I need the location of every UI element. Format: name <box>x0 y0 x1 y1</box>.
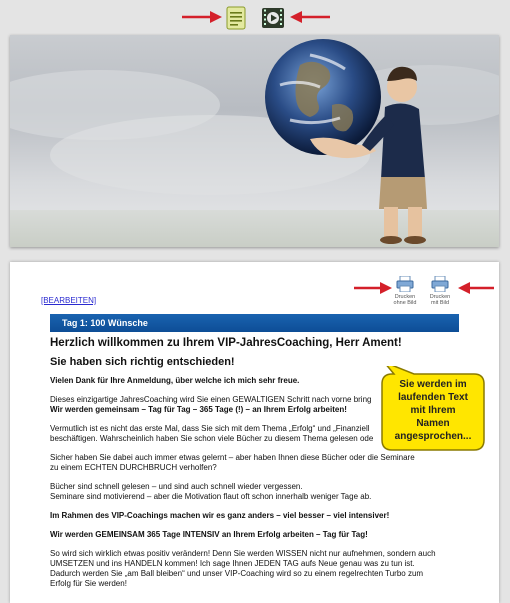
decision-subheading: Sie haben sich richtig entschieden! <box>50 356 235 368</box>
printer-icon <box>431 276 449 292</box>
paragraph-books-line2: zu einem ECHTEN DURCHBRUCH verholfen? <box>50 463 217 472</box>
paragraph-seminars-line1: Bücher sind schnell gelesen – und sind auch schnell wieder vergessen. <box>50 482 303 491</box>
paragraph-vip-different: Im Rahmen des VIP-Coachings machen wir es ganz anders – viel besser – viel intensiver! <box>50 511 390 520</box>
globe-icon <box>265 39 381 155</box>
hero-banner-image <box>10 35 499 247</box>
paragraph-topic-line1: Vermutlich ist es nicht das erste Mal, dass Sie sich mit dem Thema „Erfolg“ und „Finanziell <box>50 424 370 433</box>
printer-icon <box>396 276 414 292</box>
paragraph-together: Wir werden GEMEINSAM 365 Tage INTENSIV an Ihrem Erfolg arbeiten – Tag für Tag! <box>50 530 368 539</box>
paragraph-change <box>50 549 470 589</box>
day-title-bar: Tag 1: 100 Wünsche <box>50 314 459 332</box>
arrow-left-icon <box>288 10 332 24</box>
callout-line5: angesprochen... <box>394 431 472 442</box>
arrow-left-icon <box>456 282 496 294</box>
paragraph-change-line3: Dadurch werden Sie „am Ball bleiben“ und unser VIP-Coaching wird so zu einem regelrechten Turbo zum <box>50 569 424 578</box>
paragraph-seminars-line2: Seminare sind motivierend – aber die Motivation flaut oft schon innerhalb weniger Tage ab. <box>50 492 372 501</box>
print-without-image-line2: ohne Bild <box>393 300 417 306</box>
print-with-image-line1: Drucken <box>429 294 451 300</box>
video-play-icon[interactable] <box>261 6 285 30</box>
arrow-right-icon <box>180 10 224 24</box>
paragraph-books-line1: Sicher haben Sie dabei auch immer etwas gelernt – aber haben Ihnen diese Bücher oder die Seminare <box>50 453 415 462</box>
document-icon[interactable] <box>226 6 246 30</box>
paragraph-thanks: Vielen Dank für Ihre Anmeldung, über welche ich mich sehr freue. <box>50 376 300 385</box>
edit-link[interactable]: [BEARBEITEN] <box>41 296 97 305</box>
paragraph-topic-line2: beschäftigen. Wahrscheinlich haben Sie schon viele Bücher zu diesem Thema gelesen ode <box>50 434 374 443</box>
paragraph-seminars <box>50 482 470 502</box>
paragraph-change-line4: Erfolg für Sie werden! <box>50 579 127 588</box>
callout-line1: Sie werden im <box>399 379 467 390</box>
welcome-heading: Herzlich willkommen zu Ihrem VIP-JahresCoaching, Herr Ament! <box>50 337 402 349</box>
paragraph-change-line1: So wird sich wirklich etwas positiv verändern! Denn Sie werden WISSEN nicht nur aufnehmen, sondern auch <box>50 549 436 558</box>
top-toolbar <box>0 4 510 32</box>
callout-line4: Namen <box>416 418 450 429</box>
callout-line3: mit Ihrem <box>410 405 456 416</box>
callout-text <box>384 378 482 443</box>
paragraph-change-line2: UMSETZEN und ins HANDELN kommen! Ich sage Ihnen JEDEN TAG aufs Neue genau was zu tun ist. <box>50 559 415 568</box>
print-without-image-line1: Drucken <box>394 294 416 300</box>
paragraph-coaching-line1: Dieses einzigartige JahresCoaching wird Sie einen GEWALTIGEN Schritt nach vorne bring <box>50 395 372 404</box>
paragraph-coaching-line2: Wir werden gemeinsam – Tag für Tag – 365 Tage (!) – an Ihrem Erfolg arbeiten! <box>50 405 347 414</box>
callout-line2: laufenden Text <box>398 392 468 403</box>
print-with-image-button[interactable] <box>422 276 458 306</box>
print-with-image-line2: mit Bild <box>430 300 450 306</box>
print-without-image-button[interactable] <box>387 276 423 306</box>
